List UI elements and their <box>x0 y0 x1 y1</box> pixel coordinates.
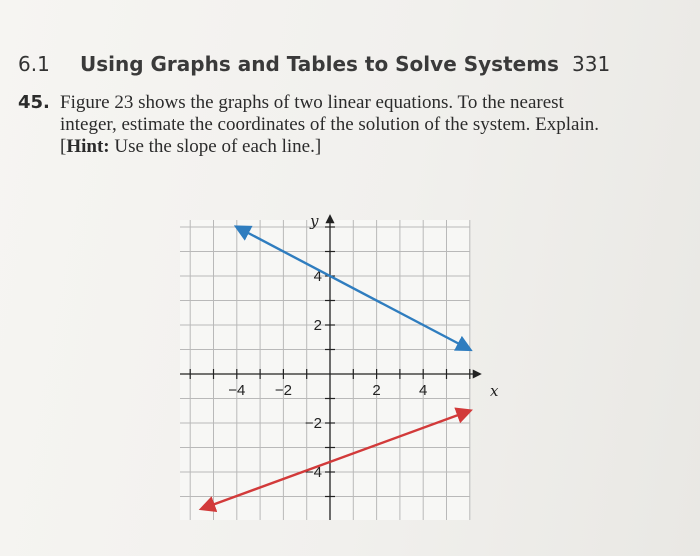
y-tick-label: 2 <box>313 317 322 334</box>
y-tick-label: −4 <box>304 464 322 481</box>
chart-svg <box>180 210 510 530</box>
x-tick-label: −2 <box>274 382 292 399</box>
section-title: Using Graphs and Tables to Solve Systems <box>80 52 559 76</box>
plot-background <box>180 220 470 520</box>
problem-number: 45. <box>18 92 50 113</box>
section-number: 6.1 <box>18 52 50 76</box>
figure-23-graph <box>180 210 510 530</box>
problem-text <box>60 92 616 158</box>
y-tick-label: −2 <box>304 415 322 432</box>
page-number: 331 <box>572 52 611 76</box>
y-axis-label: y <box>310 212 319 230</box>
x-axis-label: x <box>490 382 499 400</box>
x-tick-label: 4 <box>419 382 428 399</box>
page-header <box>18 52 618 82</box>
problem-text-part1: Figure 23 shows the graphs of two linear equations. To the nearest integer, estimate the coordinates of the solution of the system. Explain. [ <box>60 92 600 157</box>
x-tick-label: −4 <box>228 382 246 399</box>
hint-label: Hint: <box>66 136 110 157</box>
problem-text-part2: Use the slope of each line.] <box>109 136 322 157</box>
x-tick-label: 2 <box>372 382 381 399</box>
y-tick-label: 4 <box>313 268 322 285</box>
